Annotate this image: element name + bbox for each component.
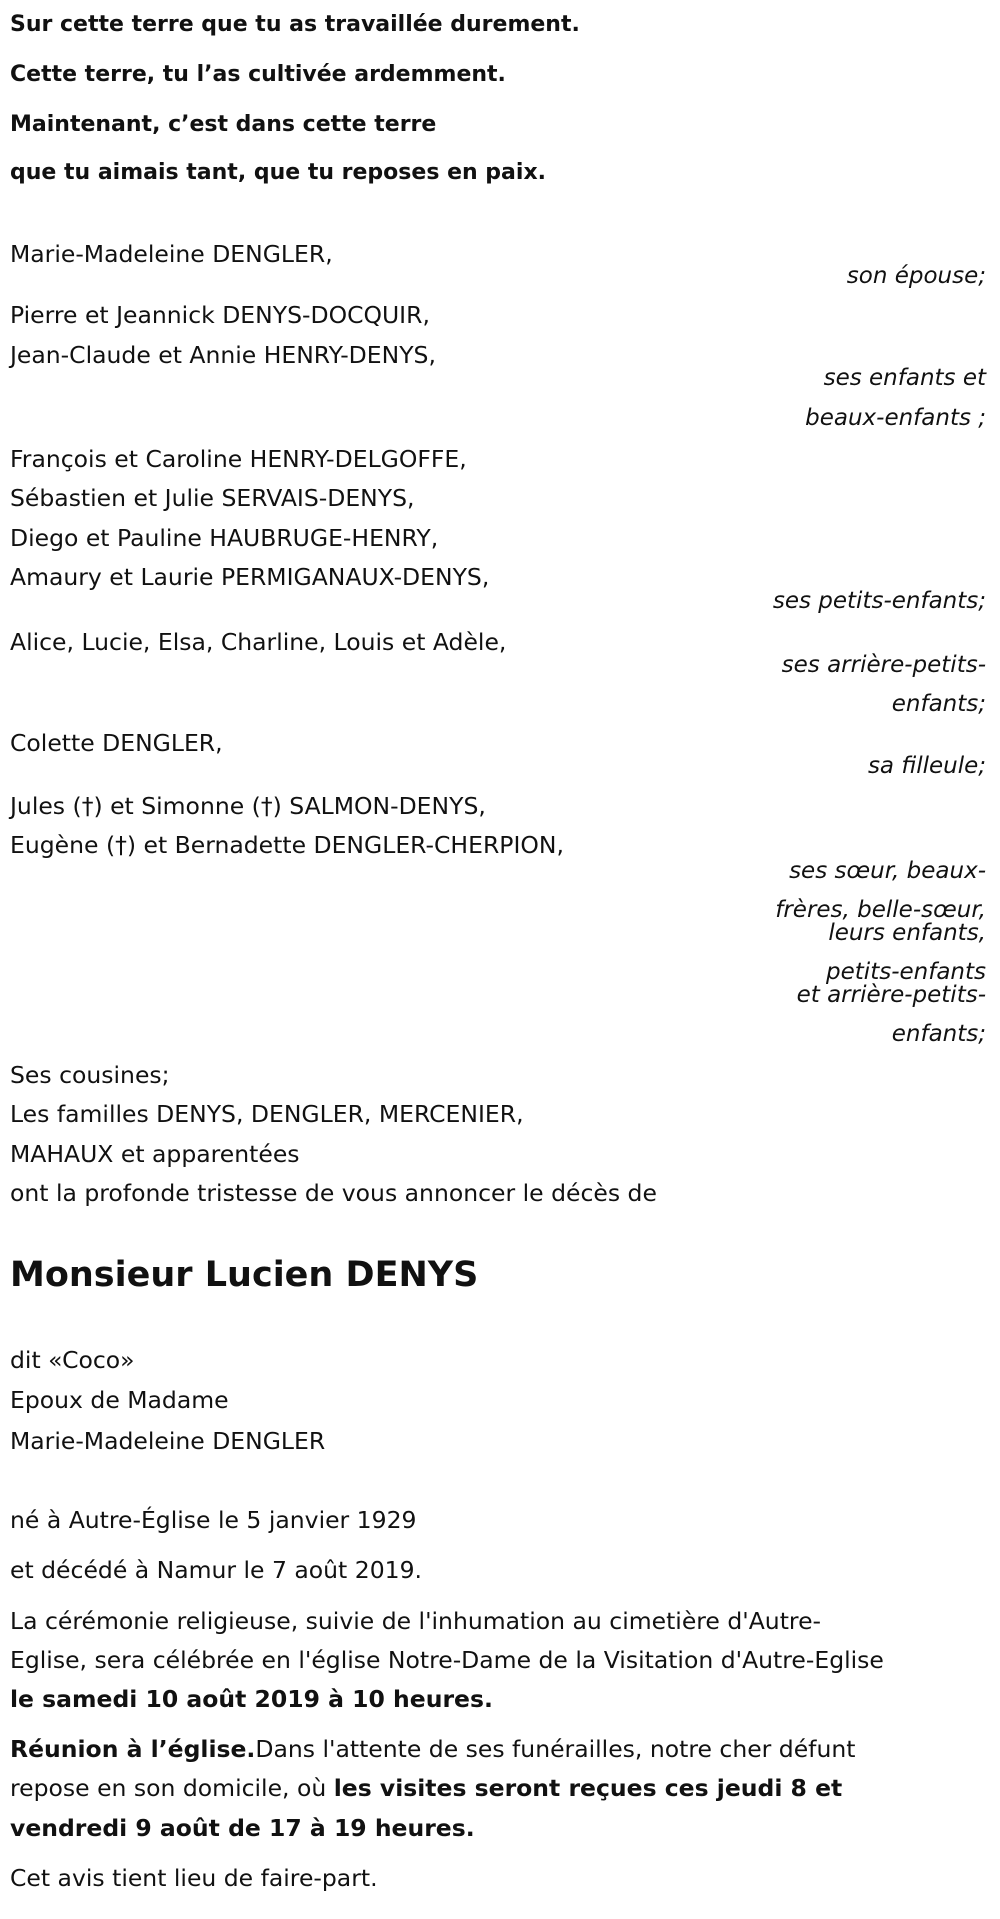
spouse-line: Epoux de Madame <box>10 1386 229 1414</box>
siblings-role: ses sœur, beaux- <box>789 858 986 884</box>
spouse-role: son épouse; <box>846 263 986 289</box>
families-line: Les familles DENYS, DENGLER, MERCENIER, <box>10 1100 524 1128</box>
great-grandchildren-role: enfants; <box>891 691 986 717</box>
visits-hours: vendredi 9 août de 17 à 19 heures. <box>10 1814 475 1842</box>
goddaughter-role: sa filleule; <box>867 753 986 779</box>
ceremony-date: le samedi 10 août 2019 à 10 heures. <box>10 1685 493 1713</box>
children-role: beaux-enfants ; <box>805 405 986 431</box>
poem-line: Sur cette terre que tu as travaillée durement. <box>10 12 580 37</box>
visits-text: Dans l'attente de ses funérailles, notre cher défunt <box>255 1735 856 1763</box>
child-name: Jean-Claude et Annie HENRY-DENYS, <box>10 341 436 369</box>
meeting-label: Réunion à l’église. <box>10 1735 256 1763</box>
great-grandchildren-role: ses arrière-petits- <box>781 652 986 678</box>
siblings-role: et arrière-petits- <box>796 982 986 1008</box>
grandchild-name: François et Caroline HENRY-DELGOFFE, <box>10 445 467 473</box>
siblings-role: leurs enfants, <box>828 920 986 946</box>
birth-line: né à Autre-Église le 5 janvier 1929 <box>10 1506 417 1534</box>
children-role: ses enfants et <box>823 365 986 391</box>
spouse-name: Marie-Madeleine DENGLER, <box>10 240 333 268</box>
grandchildren-role: ses petits-enfants; <box>772 588 986 614</box>
grandchild-name: Diego et Pauline HAUBRUGE-HENRY, <box>10 524 439 552</box>
siblings-role: frères, belle-sœur, <box>775 897 986 923</box>
death-line: et décédé à Namur le 7 août 2019. <box>10 1556 423 1584</box>
visits-hours: les visites seront reçues ces jeudi 8 et <box>333 1774 843 1802</box>
ceremony-line: La cérémonie religieuse, suivie de l'inhumation au cimetière d'Autre- <box>10 1607 822 1635</box>
poem-line: Cette terre, tu l’as cultivée ardemment. <box>10 62 506 87</box>
spouse-line: Marie-Madeleine DENGLER <box>10 1427 326 1455</box>
visits-text: repose en son domicile, où <box>10 1774 334 1802</box>
siblings-role: enfants; <box>891 1021 986 1047</box>
sibling-name: Eugène (†) et Bernadette DENGLER-CHERPION, <box>10 831 564 859</box>
deceased-name: Monsieur Lucien DENYS <box>10 1255 479 1295</box>
grandchild-name: Sébastien et Julie SERVAIS-DENYS, <box>10 484 415 512</box>
poem-line: Maintenant, c’est dans cette terre <box>10 112 437 137</box>
announcement-line: ont la profonde tristesse de vous annoncer le décès de <box>10 1179 657 1207</box>
ceremony-line: Eglise, sera célébrée en l'église Notre-Dame de la Visitation d'Autre-Eglise <box>10 1646 884 1674</box>
closing-line: Cet avis tient lieu de faire-part. <box>10 1864 378 1892</box>
families-line: MAHAUX et apparentées <box>10 1140 300 1168</box>
great-grandchildren-names: Alice, Lucie, Elsa, Charline, Louis et Adèle, <box>10 628 507 656</box>
goddaughter-name: Colette DENGLER, <box>10 729 223 757</box>
visits-line <box>10 1773 842 1803</box>
child-name: Pierre et Jeannick DENYS-DOCQUIR, <box>10 301 430 329</box>
poem-line: que tu aimais tant, que tu reposes en paix. <box>10 160 546 185</box>
siblings-role: petits-enfants <box>826 959 986 985</box>
grandchild-name: Amaury et Laurie PERMIGANAUX-DENYS, <box>10 563 490 591</box>
cousins-line: Ses cousines; <box>10 1061 170 1089</box>
sibling-name: Jules (†) et Simonne (†) SALMON-DENYS, <box>10 792 486 820</box>
nickname: dit «Coco» <box>10 1346 135 1374</box>
visits-line <box>10 1734 855 1764</box>
